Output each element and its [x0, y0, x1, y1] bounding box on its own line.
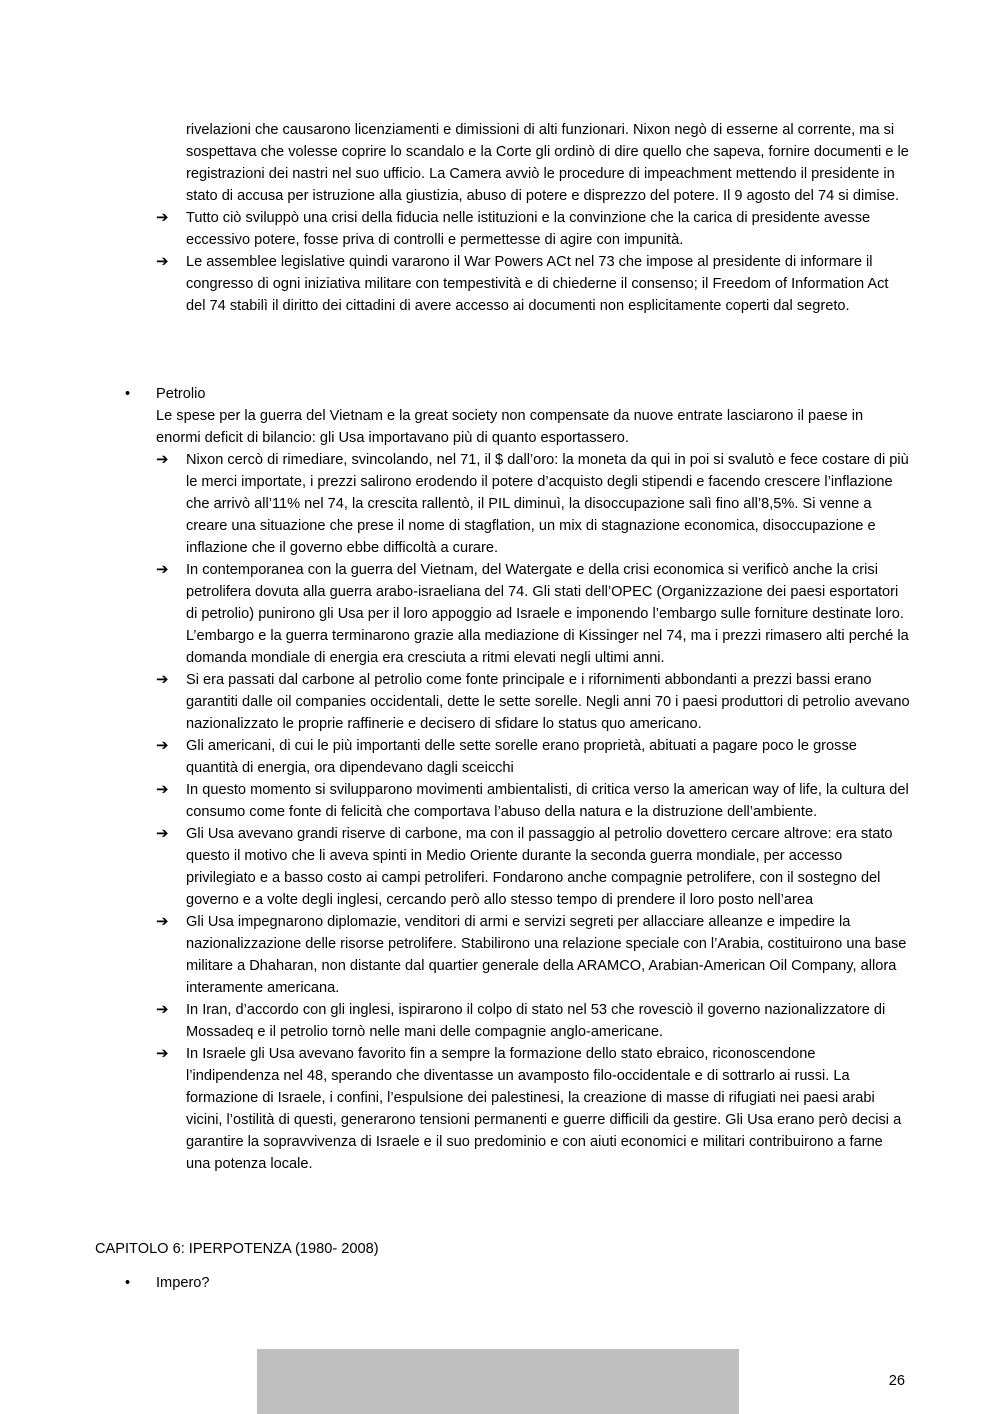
list-item: ➔ Nixon cercò di rimediare, svincolando, nel 71, il $ dall’oro: la moneta da qui in poi si svalutò e fece costare di più le merci importate, i prezzi salirono erodendo il potere d’acquisto degli stipendi e facendo crescere l’inflazione che arrivò all’11% nel 74, la crescita rallentò, il PIL diminuì, la disoccupazione salì fino all’8,5%. Si venne a creare una situazione che prese il nome di stagflation, un mix di stagnazione economica, disoccupazione e inflazione che il governo ebbe difficoltà a curare. [156, 451, 909, 556]
watergate-points [156, 207, 911, 317]
right-arrow-icon: ➔ [156, 1001, 169, 1018]
section-title: Impero? [156, 1275, 210, 1291]
right-arrow-icon: ➔ [156, 1045, 169, 1062]
list-item: ➔ In contemporanea con la guerra del Vietnam, del Watergate e della crisi economica si verificò anche la crisi petrolifera dovuta alla guerra arabo-israeliana del 74. Gli stati dell’OPEC (Organizzazione dei paesi esportatori di petrolio) punirono gli Usa per il loro appoggio ad Israele e imponendo l’embargo sulle forniture destinate loro. L’embargo e la guerra terminarono grazie alla mediazione di Kissinger nel 74, ma i prezzi rimasero alti perché la domanda mondiale di energia era cresciuta a ritmi elevati negli ultimi anni. [156, 561, 909, 666]
right-arrow-icon: ➔ [156, 561, 169, 578]
list-item: ➔ Gli americani, di cui le più importanti delle sette sorelle erano proprietà, abituati a pagare poco le grosse quantità di energia, ora dipendevano dagli sceicchi [156, 737, 857, 776]
right-arrow-icon: ➔ [156, 209, 169, 226]
watergate-section [156, 119, 911, 317]
list-item: ➔ Le assemblee legislative quindi vararono il War Powers ACt nel 73 che impose al presidente di informare il congresso di ogni iniziativa militare con tempestività e di chiederne il consenso; il Freedom of Information Act del 74 stabilì il diritto dei cittadini di avere accesso ai documenti non esplicitamente coperti dal segreto. [156, 253, 889, 314]
petrolio-section [125, 383, 911, 1175]
footer-bar [257, 1349, 739, 1414]
list-item: ➔ In Iran, d’accordo con gli inglesi, ispirarono il colpo di stato nel 53 che rovesciò il governo nazionalizzatore di Mossadeq e il petrolio tornò nelle mani delle compagnie anglo-americane. [156, 1001, 886, 1040]
right-arrow-icon: ➔ [156, 253, 169, 270]
right-arrow-icon: ➔ [156, 451, 169, 468]
list-item: ➔ Tutto ciò sviluppò una crisi della fiducia nelle istituzioni e la convinzione che la carica di presidente avesse eccessivo potere, fosse priva di controlli e permettesse di agire con impunità. [156, 209, 871, 248]
page-number: 26 [888, 1373, 905, 1389]
impero-section [125, 1272, 911, 1294]
bullet-icon: • [125, 1275, 131, 1291]
list-item: ➔ In questo momento si svilupparono movimenti ambientalisti, di critica verso la american way of life, la cultura del consumo come fonte di felicità che comportava l’abuso della natura e la distruzione dell’ambiente. [156, 781, 909, 820]
right-arrow-icon: ➔ [156, 913, 169, 930]
list-item: ➔ Si era passati dal carbone al petrolio come fonte principale e i rifornimenti abbondanti a prezzi bassi erano garantiti dalle oil companies occidentali, dette le sette sorelle. Negli anni 70 i paesi produttori di petrolio avevano nazionalizzato le proprie raffinerie e decisero di sfidare lo status quo americano. [156, 671, 910, 732]
section-intro: Le spese per la guerra del Vietnam e la great society non compensate da nuove entrate lasciarono il paese in enormi deficit di bilancio: gli Usa importavano più di quanto esportassero. [156, 408, 864, 446]
list-item: ➔ In Israele gli Usa avevano favorito fin a sempre la formazione dello stato ebraico, riconoscendone l’indipendenza nel 48, sperando che diventasse un avamposto filo-occidentale e di sottrarlo ai russi. La formazione di Israele, i confini, l’espulsione dei palestinesi, la creazione di masse di rifugiati nei paesi arabi vicini, l’ostilità di questi, generarono tensioni permanenti e guerre difficili da gestire. Gli Usa erano però decisi a garantire la sopravvivenza di Israele e il suo predominio e con aiuti economici e militari contribuirono a farne una potenza locale. [156, 1045, 902, 1172]
list-item: ➔ Gli Usa avevano grandi riserve di carbone, ma con il passaggio al petrolio dovettero cercare altrove: era stato questo il motivo che li aveva spinti in Medio Oriente durante la seconda guerra mondiale, per accesso privilegiato e a basso costo ai campi petroliferi. Fondarono anche compagnie petrolifere, con il sostegno del governo e a volte degli inglesi, cercando però allo stesso tempo di prendere il loro posto nell’area [156, 825, 893, 908]
section-title: Petrolio [156, 386, 206, 402]
right-arrow-icon: ➔ [156, 737, 169, 754]
right-arrow-icon: ➔ [156, 781, 169, 798]
chapter-heading: CAPITOLO 6: IPERPOTENZA (1980- 2008) [95, 1241, 379, 1257]
right-arrow-icon: ➔ [156, 671, 169, 688]
petrolio-points [156, 449, 911, 1175]
bullet-icon: • [125, 386, 131, 402]
intro-continuation: rivelazioni che causarono licenziamenti e dimissioni di alti funzionari. Nixon negò di esserne al corrente, ma si sospettava che volesse coprire lo scandalo e la Corte gli ordinò di dire quello che sapeva, fornire documenti e le registrazioni dei nastri nel suo ufficio. La Camera avviò le procedure di impeachment mettendo il presidente in stato di accusa per istruzione alla giustizia, abuso di potere e disprezzo del potere. Il 9 agosto del 74 si dimise. [186, 122, 909, 204]
list-item: ➔ Gli Usa impegnarono diplomazie, venditori di armi e servizi segreti per allacciare alleanze e impedire la nazionalizzazione delle risorse petrolifere. Stabilirono una relazione speciale con l’Arabia, costituirono una base militare a Dhaharan, non distante dal quartier generale della ARAMCO, Arabian-American Oil Company, allora interamente americana. [156, 913, 907, 996]
right-arrow-icon: ➔ [156, 825, 169, 842]
